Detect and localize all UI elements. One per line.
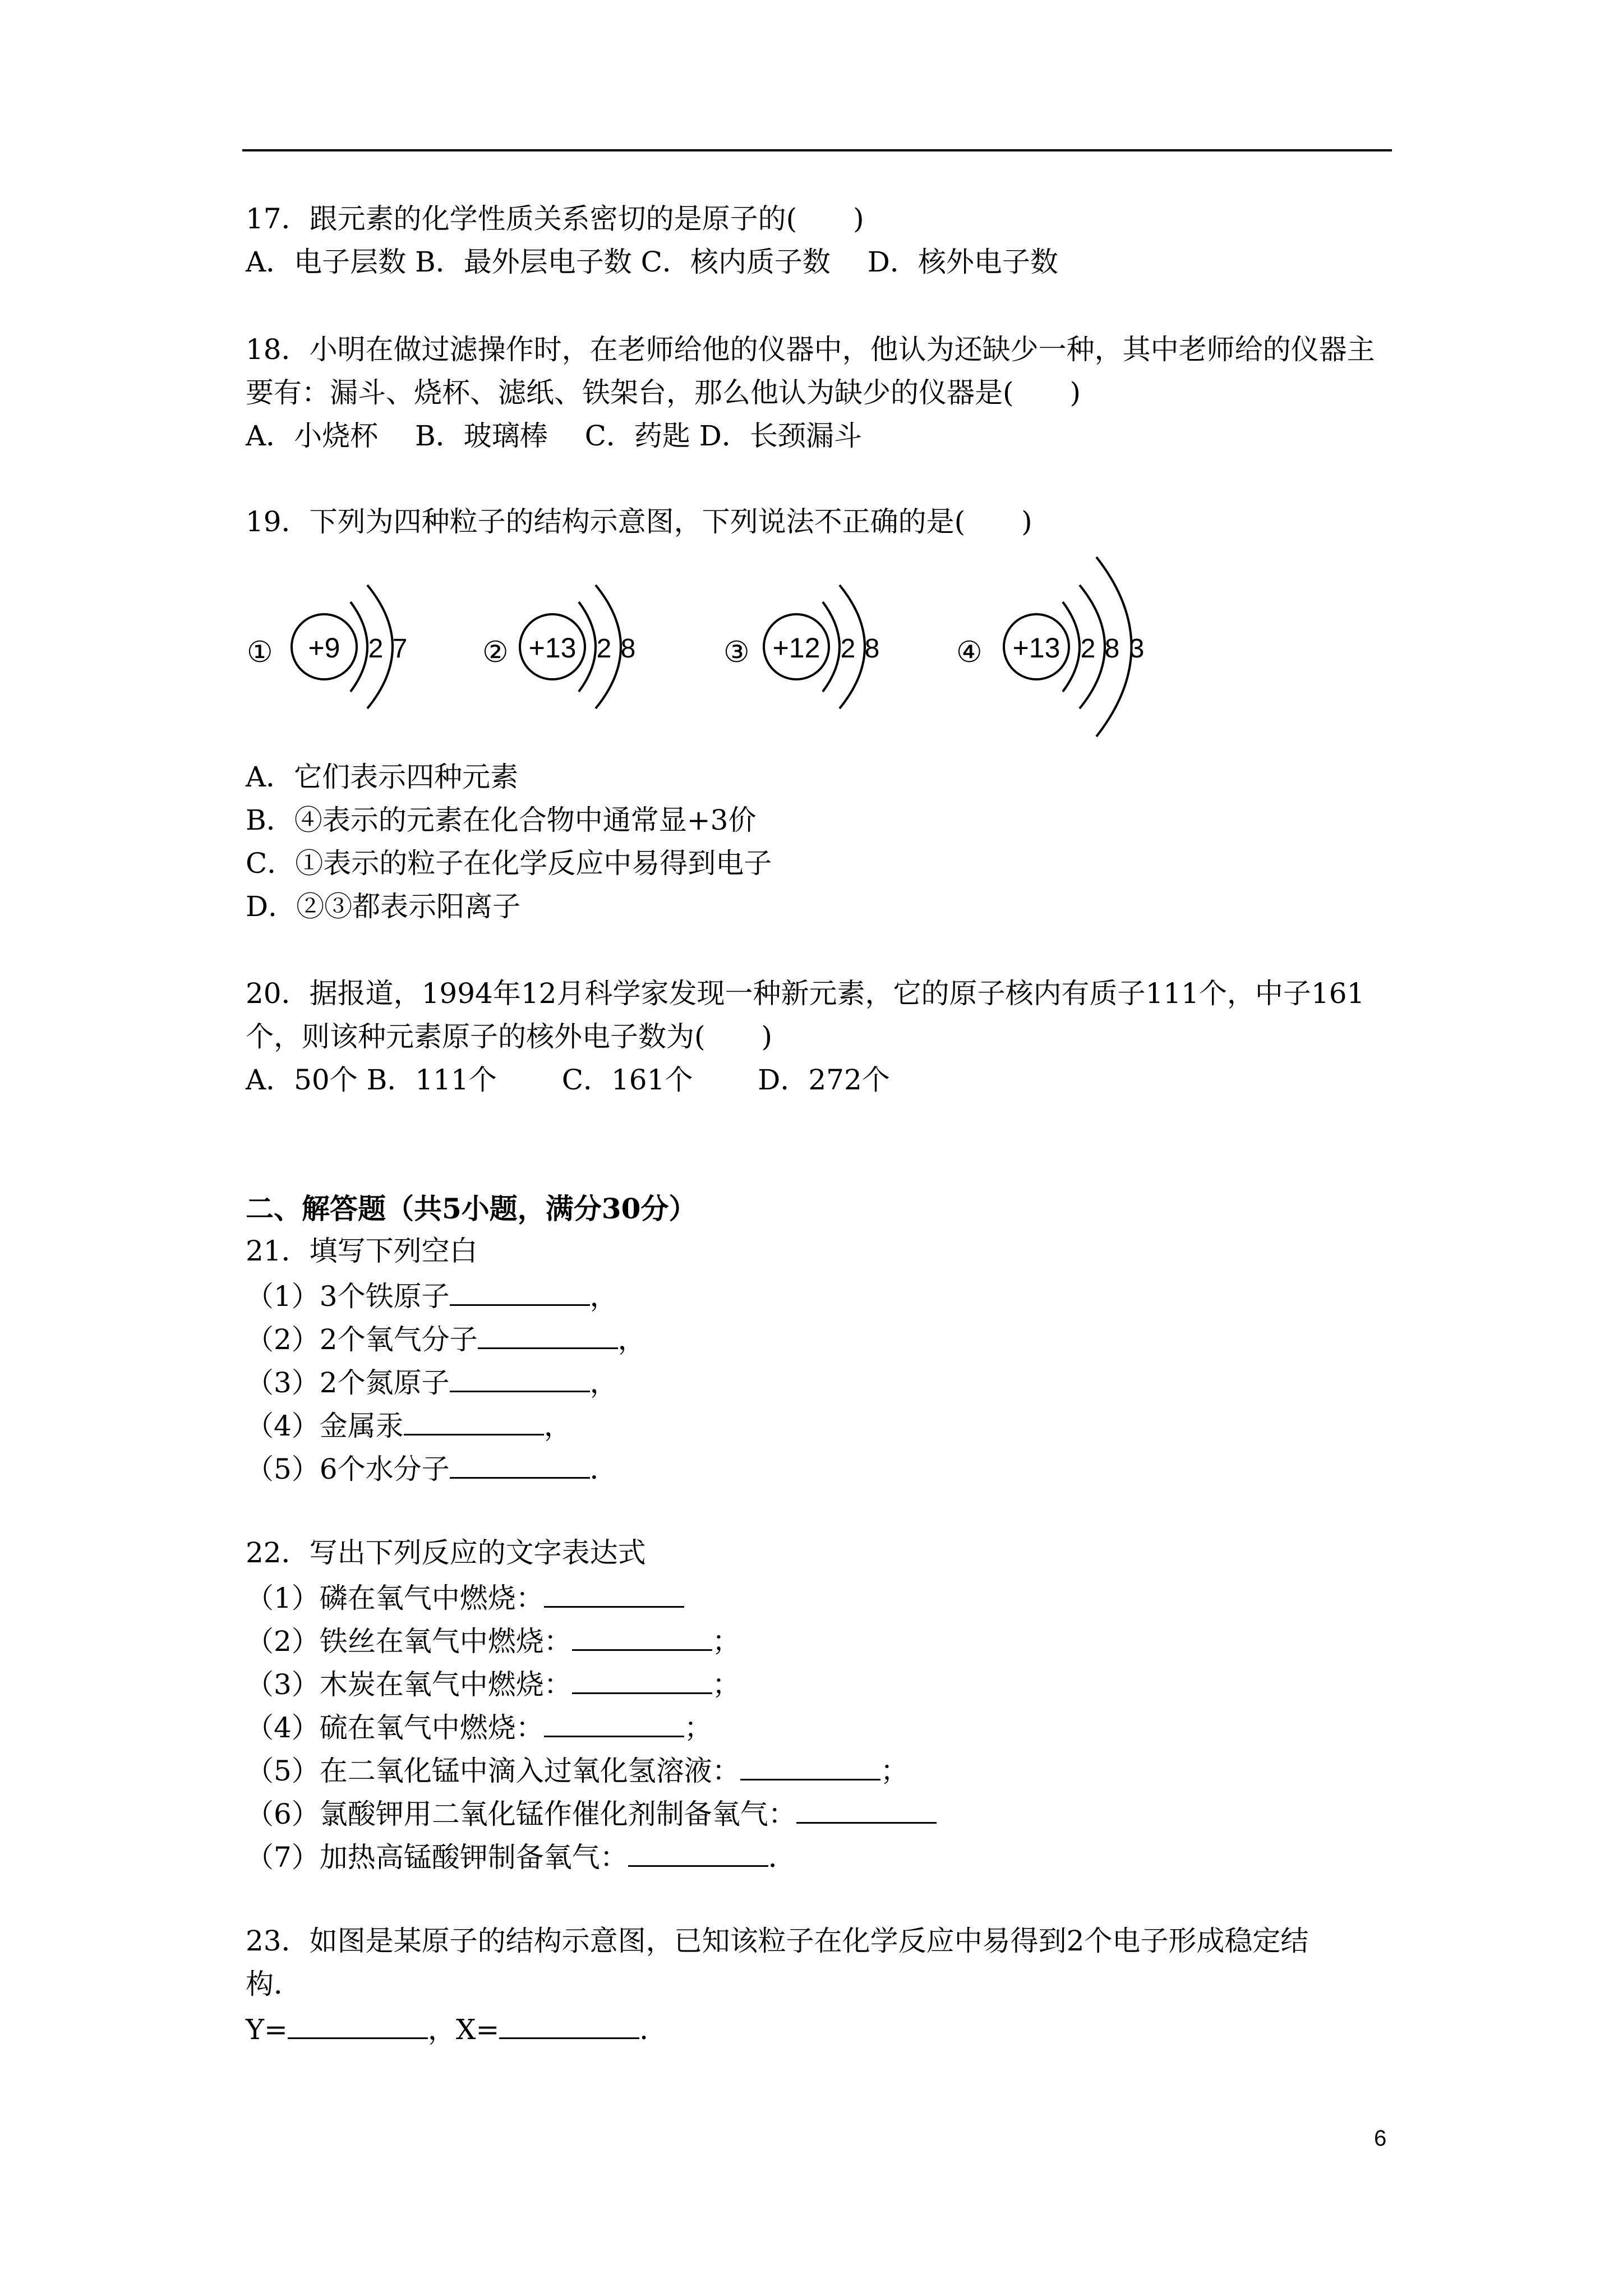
answer-blank[interactable] (572, 1622, 712, 1651)
q19-option-b: B．④表示的元素在化合物中通常显+3价 (246, 804, 757, 836)
header-rule (242, 149, 1392, 151)
q22-item-1: （1）磷在氧气中燃烧： (246, 1579, 684, 1615)
particle-4-label: ④ (956, 636, 983, 669)
q21-stem: 21．填写下列空白 (246, 1235, 478, 1267)
q19-option-d: D．②③都表示阳离子 (246, 890, 521, 923)
particle-4-nucleus: +13 (1012, 632, 1061, 664)
q21-item-5: （5）6个水分子 ． (246, 1450, 618, 1486)
answer-blank[interactable] (450, 1364, 590, 1392)
answer-blank[interactable] (740, 1752, 880, 1780)
q18-line2: 要有：漏斗、烧杯、滤纸、铁架台，那么他认为缺少的仪器是( ) (246, 376, 1081, 409)
q20-options: A．50个 B．111个 C．161个 D．272个 (246, 1064, 890, 1096)
answer-blank[interactable] (796, 1795, 937, 1824)
x-answer-blank[interactable] (499, 2010, 639, 2039)
particle-3-shell-2: 8 (864, 634, 880, 664)
particle-3-shell-1-arc (823, 602, 840, 692)
q19-stem: 19．下列为四种粒子的结构示意图，下列说法不正确的是( ) (246, 505, 1032, 538)
q21-item-3: （3）2个氮原子 ， (246, 1364, 618, 1400)
particle-1-diagram (247, 585, 407, 708)
q19-option-c: C．①表示的粒子在化学反应中易得到电子 (246, 847, 772, 880)
q17-stem: 17．跟元素的化学性质关系密切的是原子的( ) (246, 203, 864, 235)
particle-4-shell-2: 8 (1104, 634, 1120, 664)
answer-blank[interactable] (544, 1579, 684, 1608)
answer-blank[interactable] (478, 1320, 618, 1349)
particle-2-diagram (482, 585, 635, 708)
q22-stem: 22．写出下列反应的文字表达式 (246, 1536, 646, 1569)
y-answer-blank[interactable] (288, 2010, 428, 2039)
q22-item-6: （6）氯酸钾用二氧化锰作催化剂制备氧气： (246, 1795, 937, 1831)
q23-answer-line: Y= ，X= ． (246, 2010, 667, 2046)
particle-1-shell-2: 7 (392, 634, 408, 664)
q21-item-1: （1）3个铁原子 ， (246, 1277, 618, 1313)
answer-blank[interactable] (450, 1450, 590, 1479)
answer-blank[interactable] (544, 1709, 684, 1737)
q22-item-2: （2）铁丝在氧气中燃烧： ； (246, 1622, 740, 1658)
answer-blank[interactable] (450, 1277, 590, 1306)
page-number: 6 (1374, 2126, 1387, 2151)
particle-3-diagram (723, 585, 879, 708)
particle-4-shell-1: 2 (1080, 634, 1096, 664)
q21-item-4: （4）金属汞 ， (246, 1407, 572, 1443)
particle-4-diagram (956, 557, 1144, 737)
answer-blank[interactable] (628, 1838, 768, 1867)
q22-item-7: （7）加热高锰酸钾制备氧气： ． (246, 1838, 796, 1874)
answer-blank[interactable] (404, 1407, 544, 1435)
particle-1-shell-1-arc (351, 602, 367, 692)
q21-item-2: （2）2个氧气分子 ， (246, 1320, 646, 1356)
q20-line2: 个，则该种元素原子的核外电子数为( ) (246, 1020, 773, 1053)
q20-line1: 20．据报道，1994年12月科学家发现一种新元素，它的原子核内有质子111个，中子161 (246, 977, 1365, 1010)
particle-2-label: ② (482, 636, 509, 669)
particle-4-shell-3: 3 (1129, 634, 1145, 664)
particle-2-shell-2: 8 (620, 634, 636, 664)
section-2-heading: 二、解答题（共5小题，满分30分） (246, 1192, 697, 1225)
answer-blank[interactable] (572, 1665, 712, 1694)
q23-line1: 23．如图是某原子的结构示意图，已知该粒子在化学反应中易得到2个电子形成稳定结 (246, 1925, 1309, 1957)
particle-1-nucleus: +9 (308, 632, 340, 664)
particle-3-label: ③ (723, 636, 750, 669)
particle-4-shell-1-arc (1063, 602, 1080, 692)
q22-item-5: （5）在二氧化锰中滴入过氧化氢溶液： ； (246, 1752, 909, 1788)
particle-2-shell-1-arc (579, 602, 596, 692)
particle-structure-diagrams (241, 553, 1161, 754)
q22-item-4: （4）硫在氧气中燃烧： ； (246, 1709, 712, 1745)
particle-3-shell-1: 2 (840, 634, 856, 664)
particle-3-nucleus: +12 (772, 632, 820, 664)
particle-2-shell-1: 2 (596, 634, 612, 664)
q18-line1: 18．小明在做过滤操作时，在老师给他的仪器中，他认为还缺少一种，其中老师给的仪器主 (246, 333, 1375, 366)
particle-2-nucleus: +13 (528, 632, 577, 664)
q17-options: A．电子层数 B．最外层电子数 C．核内质子数 D．核外电子数 (246, 246, 1058, 278)
q18-options: A．小烧杯 B．玻璃棒 C．药匙 D．长颈漏斗 (246, 420, 862, 452)
particle-1-shell-1: 2 (368, 634, 384, 664)
q19-option-a: A．它们表示四种元素 (246, 761, 519, 793)
q23-line2: 构． (246, 1968, 302, 2000)
particle-1-label: ① (247, 636, 273, 669)
q22-item-3: （3）木炭在氧气中燃烧： ； (246, 1665, 740, 1701)
